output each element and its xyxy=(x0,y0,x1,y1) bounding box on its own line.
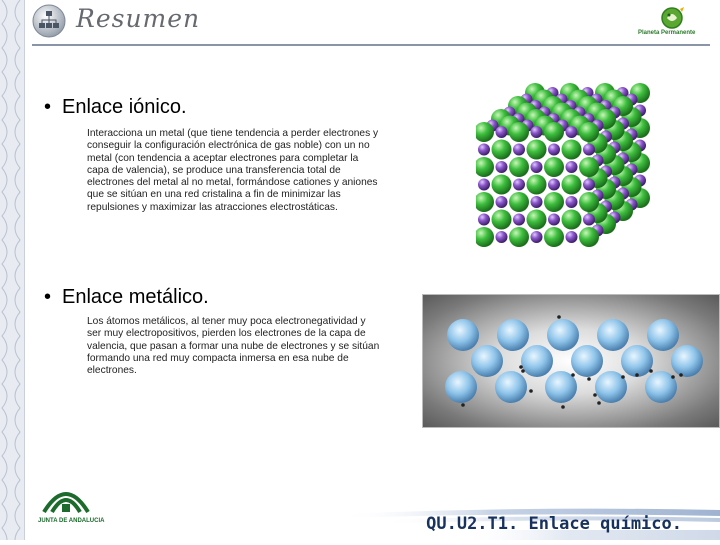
cation-sphere xyxy=(531,161,543,173)
cation-sphere xyxy=(496,196,508,208)
anion-sphere xyxy=(562,140,582,160)
anion-sphere xyxy=(544,227,564,247)
cation-sphere xyxy=(531,196,543,208)
left-decorative-border xyxy=(0,0,25,540)
heading-enlace-ionico xyxy=(44,96,187,119)
metal-cation-sphere xyxy=(621,345,653,377)
metal-cation-sphere xyxy=(547,319,579,351)
bullet-icon: • xyxy=(44,286,52,308)
cation-sphere xyxy=(478,144,490,156)
metal-cation-sphere xyxy=(445,371,477,403)
metal-cation-sphere xyxy=(571,345,603,377)
metal-cation-sphere xyxy=(521,345,553,377)
anion-sphere xyxy=(476,192,494,212)
cation-sphere xyxy=(566,126,578,138)
electron-dot xyxy=(529,389,533,393)
metal-cation-sphere xyxy=(497,319,529,351)
electron-dot xyxy=(635,373,639,377)
cation-sphere xyxy=(513,179,525,191)
electron-dot xyxy=(621,375,625,379)
anion-sphere xyxy=(509,157,529,177)
anion-sphere xyxy=(579,192,599,212)
cation-sphere xyxy=(478,214,490,226)
anion-sphere xyxy=(544,192,564,212)
electron-dot xyxy=(571,373,575,377)
ionic-crystal-lattice-image xyxy=(476,70,672,256)
anion-sphere xyxy=(509,122,529,142)
header-divider xyxy=(32,44,710,46)
cation-sphere xyxy=(513,214,525,226)
electron-dot xyxy=(649,369,653,373)
footer-title: QU.U2.T1. Enlace químico. xyxy=(426,514,682,534)
anion-sphere xyxy=(527,175,547,195)
metal-cation-sphere xyxy=(647,319,679,351)
anion-sphere xyxy=(579,227,599,247)
anion-sphere xyxy=(509,227,529,247)
planeta-permanente-text: Planeta Permanente xyxy=(638,30,696,36)
metal-cation-sphere xyxy=(471,345,503,377)
cation-sphere xyxy=(496,161,508,173)
cation-sphere xyxy=(548,214,560,226)
metal-cation-sphere xyxy=(495,371,527,403)
anion-sphere xyxy=(492,175,512,195)
anion-sphere xyxy=(579,157,599,177)
anion-sphere xyxy=(544,122,564,142)
cation-sphere xyxy=(566,161,578,173)
anion-sphere xyxy=(492,210,512,230)
cation-sphere xyxy=(548,179,560,191)
electron-dot xyxy=(671,375,675,379)
anion-sphere xyxy=(492,140,512,160)
electron-dot xyxy=(461,403,465,407)
cation-sphere xyxy=(548,144,560,156)
electron-dot xyxy=(597,401,601,405)
cation-sphere xyxy=(496,126,508,138)
page-title: Resumen xyxy=(76,4,201,33)
heading-text: Enlace iónico. xyxy=(62,96,187,118)
cation-sphere xyxy=(583,179,595,191)
bullet-icon: • xyxy=(44,96,52,118)
cation-sphere xyxy=(531,126,543,138)
paragraph-enlace-metalico: Los átomos metálicos, al tener muy poca electronegatividad y ser muy electropositivos, pierden los electrones de la capa de valencia, que pasan a formar una nube de electrones y se sitúan formando una red muy compacta inmersa en esa nube de electrones. xyxy=(87,316,380,377)
cation-sphere xyxy=(583,214,595,226)
cation-sphere xyxy=(513,144,525,156)
metallic-bond-electron-sea-image xyxy=(422,294,720,428)
electron-dot xyxy=(557,315,561,319)
cation-sphere xyxy=(566,231,578,243)
anion-sphere xyxy=(476,227,494,247)
anion-sphere xyxy=(509,192,529,212)
anion-sphere xyxy=(544,157,564,177)
metal-cation-sphere xyxy=(597,319,629,351)
anion-sphere xyxy=(579,122,599,142)
electron-dot xyxy=(561,405,565,409)
paragraph-enlace-ionico: Interacciona un metal (que tiene tendencia a perder electrones y conseguir la configuración electrónica de gas noble) con un no metal (con tendencia a aceptar electrones para completar la capa de valencia), se produce una transferencia total de electrones del metal al no metal, formándose cationes y aniones que se sitúan en una red cristalina a fin de minimizar las repulsiones y maximizar las atracciones electrostáticas. xyxy=(87,128,379,213)
heading-text: Enlace metálico. xyxy=(62,286,209,308)
cation-sphere xyxy=(531,231,543,243)
anion-sphere xyxy=(527,140,547,160)
metal-cation-sphere xyxy=(447,319,479,351)
cation-sphere xyxy=(583,144,595,156)
heading-enlace-metalico xyxy=(44,286,209,309)
hierarchy-icon xyxy=(32,4,66,38)
electron-dot xyxy=(593,393,597,397)
anion-sphere xyxy=(562,175,582,195)
junta-de-andalucia-text: JUNTA DE ANDALUCIA xyxy=(38,518,105,524)
cation-sphere xyxy=(478,179,490,191)
cation-sphere xyxy=(496,231,508,243)
anion-sphere xyxy=(476,157,494,177)
electron-dot xyxy=(587,377,591,381)
planeta-permanente-logo xyxy=(636,4,714,42)
electron-dot xyxy=(679,373,683,377)
anion-sphere xyxy=(562,210,582,230)
electron-dot xyxy=(519,365,523,369)
anion-sphere xyxy=(527,210,547,230)
metal-cation-sphere xyxy=(671,345,703,377)
electron-dot xyxy=(521,369,525,373)
cation-sphere xyxy=(566,196,578,208)
